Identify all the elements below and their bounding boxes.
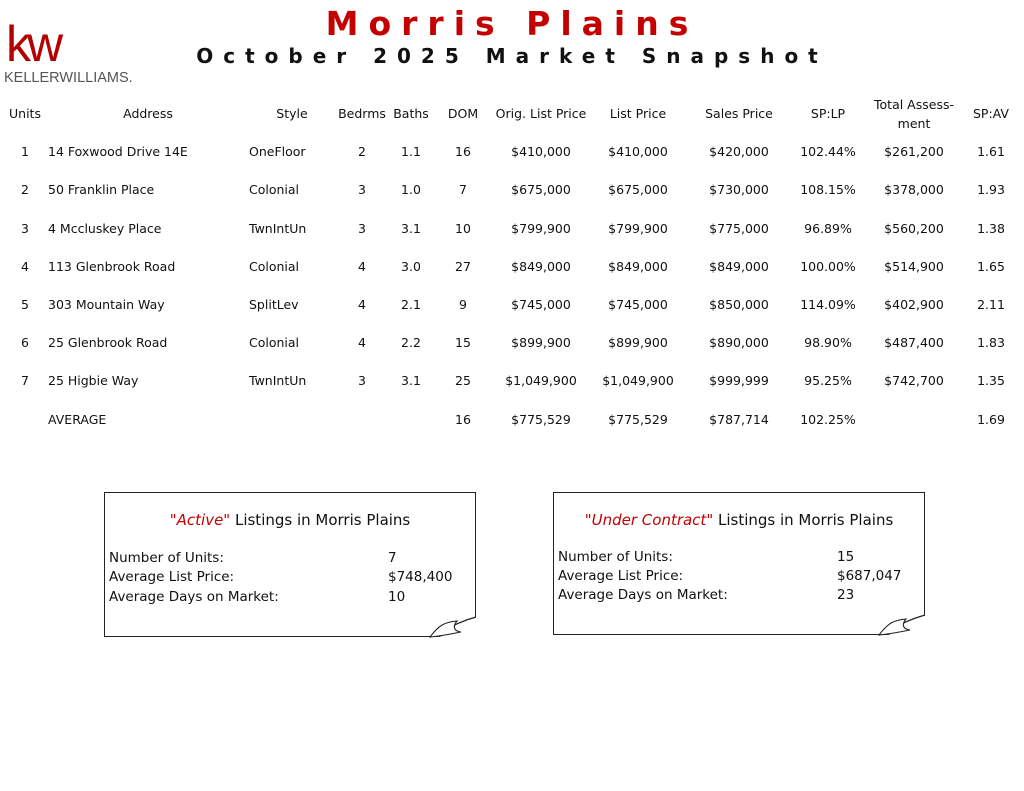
- table-cell-unit: 6: [21, 335, 29, 350]
- average-spav: 1.69: [977, 412, 1005, 427]
- table-cell-assess: $514,900: [884, 259, 944, 274]
- table-cell-baths: 3.0: [401, 259, 421, 274]
- table-cell-orig: $675,000: [511, 182, 571, 197]
- table-cell-spav: 1.38: [977, 221, 1005, 236]
- table-cell-bedrms: 4: [358, 297, 366, 312]
- table-cell-style: Colonial: [249, 182, 300, 197]
- table-cell-baths: 3.1: [401, 373, 421, 388]
- under-contract-listings-box: [553, 492, 925, 635]
- contract-title-rest: Listings in Morris Plains: [713, 511, 894, 529]
- average-dom: 16: [455, 412, 471, 427]
- table-cell-orig: $410,000: [511, 144, 571, 159]
- table-cell-splp: 102.44%: [800, 144, 856, 159]
- table-cell-sales: $999,999: [709, 373, 769, 388]
- contract-box-title: [554, 511, 924, 529]
- table-cell-dom: 10: [455, 221, 471, 236]
- table-cell-sales: $850,000: [709, 297, 769, 312]
- column-header-sales: Sales Price: [705, 106, 773, 121]
- average-sales: $787,714: [709, 412, 769, 427]
- table-cell-baths: 2.1: [401, 297, 421, 312]
- kw-logo-mark: kw: [6, 16, 60, 72]
- contract-units-label: Number of Units:: [558, 549, 673, 565]
- table-cell-assess: $742,700: [884, 373, 944, 388]
- table-cell-splp: 96.89%: [804, 221, 852, 236]
- column-header-dom: DOM: [447, 106, 479, 121]
- logo-name-b: WILLIAMS: [59, 70, 129, 86]
- table-cell-address: 113 Glenbrook Road: [48, 259, 176, 274]
- logo-reg: .: [128, 70, 133, 86]
- active-price-value: $748,400: [388, 569, 453, 585]
- page-curl-icon: [429, 616, 477, 638]
- table-cell-splp: 98.90%: [804, 335, 852, 350]
- table-cell-splp: 108.15%: [800, 182, 856, 197]
- contract-units-value: 15: [837, 549, 855, 565]
- table-cell-orig: $745,000: [511, 297, 571, 312]
- table-cell-splp: 114.09%: [800, 297, 856, 312]
- active-title-highlight: "Active": [169, 511, 231, 529]
- contract-price-value: $687,047: [837, 568, 902, 584]
- active-dom-label: Average Days on Market:: [109, 589, 279, 605]
- table-cell-sales: $420,000: [709, 144, 769, 159]
- table-cell-splp: 95.25%: [804, 373, 852, 388]
- table-cell-unit: 1: [21, 144, 29, 159]
- active-price-label: Average List Price:: [109, 569, 235, 585]
- average-orig: $775,529: [511, 412, 571, 427]
- column-header-address: Address: [123, 106, 173, 121]
- table-cell-address: 50 Franklin Place: [48, 182, 155, 197]
- table-cell-assess: $402,900: [884, 297, 944, 312]
- logo-name-a: KELLER: [4, 70, 60, 86]
- table-cell-spav: 1.65: [977, 259, 1005, 274]
- contract-dom-value: 23: [837, 587, 855, 603]
- table-cell-unit: 4: [21, 259, 29, 274]
- table-cell-unit: 2: [21, 182, 29, 197]
- table-cell-sales: $775,000: [709, 221, 769, 236]
- table-cell-baths: 1.1: [401, 144, 421, 159]
- column-header-spav: SP:AV: [973, 106, 1009, 121]
- average-splp: 102.25%: [800, 412, 856, 427]
- table-cell-dom: 16: [455, 144, 471, 159]
- active-box-title: [105, 511, 475, 529]
- table-cell-dom: 15: [455, 335, 471, 350]
- table-cell-address: 303 Mountain Way: [48, 297, 165, 312]
- table-cell-sales: $730,000: [709, 182, 769, 197]
- table-cell-style: OneFloor: [249, 144, 306, 159]
- table-cell-baths: 2.2: [401, 335, 421, 350]
- column-header-list: List Price: [609, 106, 667, 121]
- column-header-baths: Baths: [393, 106, 429, 121]
- table-cell-orig: $799,900: [511, 221, 571, 236]
- table-cell-list: $745,000: [608, 297, 668, 312]
- column-header-bedrms: Bedrms: [338, 106, 386, 121]
- table-cell-style: TwnIntUn: [249, 373, 307, 388]
- page-title: Morris Plains: [325, 4, 699, 43]
- column-header-unit: Units: [9, 106, 41, 121]
- table-cell-bedrms: 3: [358, 182, 366, 197]
- active-title-rest: Listings in Morris Plains: [230, 511, 411, 529]
- column-header-style: Style: [276, 106, 308, 121]
- table-cell-list: $849,000: [608, 259, 668, 274]
- table-cell-bedrms: 4: [358, 259, 366, 274]
- table-cell-address: 4 Mccluskey Place: [48, 221, 162, 236]
- table-cell-dom: 27: [455, 259, 471, 274]
- table-cell-unit: 3: [21, 221, 29, 236]
- average-list: $775,529: [608, 412, 668, 427]
- table-cell-assess: $487,400: [884, 335, 944, 350]
- contract-dom-label: Average Days on Market:: [558, 587, 728, 603]
- table-cell-assess: $261,200: [884, 144, 944, 159]
- table-cell-spav: 1.61: [977, 144, 1005, 159]
- table-cell-unit: 7: [21, 373, 29, 388]
- active-listings-box: [104, 492, 476, 637]
- logo-wordmark: [4, 70, 164, 86]
- page-subtitle: October 2025 Market Snapshot: [196, 44, 828, 68]
- table-cell-dom: 9: [459, 297, 467, 312]
- table-cell-spav: 1.93: [977, 182, 1005, 197]
- table-cell-assess: $560,200: [884, 221, 944, 236]
- table-cell-style: Colonial: [249, 259, 300, 274]
- table-cell-list: $675,000: [608, 182, 668, 197]
- table-cell-address: 25 Higbie Way: [48, 373, 139, 388]
- table-cell-sales: $849,000: [709, 259, 769, 274]
- table-cell-orig: $899,900: [511, 335, 571, 350]
- contract-title-highlight: "Under Contract": [584, 511, 714, 529]
- table-cell-splp: 100.00%: [800, 259, 856, 274]
- active-units-label: Number of Units:: [109, 550, 224, 566]
- table-cell-list: $899,900: [608, 335, 668, 350]
- table-cell-bedrms: 3: [358, 221, 366, 236]
- table-cell-unit: 5: [21, 297, 29, 312]
- table-cell-baths: 1.0: [401, 182, 421, 197]
- column-header-orig: Orig. List Price: [495, 106, 587, 121]
- table-cell-style: Colonial: [249, 335, 300, 350]
- table-cell-bedrms: 2: [358, 144, 366, 159]
- active-dom-value: 10: [388, 589, 406, 605]
- table-cell-dom: 25: [455, 373, 471, 388]
- table-cell-dom: 7: [459, 182, 467, 197]
- page-curl-icon: [878, 614, 926, 636]
- table-cell-list: $1,049,900: [602, 373, 674, 388]
- table-cell-spav: 1.83: [977, 335, 1005, 350]
- table-cell-spav: 1.35: [977, 373, 1005, 388]
- table-cell-bedrms: 4: [358, 335, 366, 350]
- contract-price-label: Average List Price:: [558, 568, 684, 584]
- table-cell-spav: 2.11: [977, 297, 1005, 312]
- table-cell-address: 25 Glenbrook Road: [48, 335, 168, 350]
- table-cell-list: $410,000: [608, 144, 668, 159]
- column-header-assessment-line1: Total Assess-: [874, 97, 954, 112]
- table-cell-style: TwnIntUn: [249, 221, 307, 236]
- table-cell-bedrms: 3: [358, 373, 366, 388]
- table-cell-assess: $378,000: [884, 182, 944, 197]
- average-label: AVERAGE: [48, 412, 107, 427]
- table-cell-list: $799,900: [608, 221, 668, 236]
- column-header-splp: SP:LP: [810, 106, 846, 121]
- table-cell-style: SplitLev: [249, 297, 299, 312]
- table-cell-address: 14 Foxwood Drive 14E: [48, 144, 188, 159]
- table-cell-sales: $890,000: [709, 335, 769, 350]
- column-header-assessment-line2: ment: [897, 116, 931, 131]
- table-cell-baths: 3.1: [401, 221, 421, 236]
- active-units-value: 7: [388, 550, 397, 566]
- table-cell-orig: $1,049,900: [505, 373, 577, 388]
- table-cell-orig: $849,000: [511, 259, 571, 274]
